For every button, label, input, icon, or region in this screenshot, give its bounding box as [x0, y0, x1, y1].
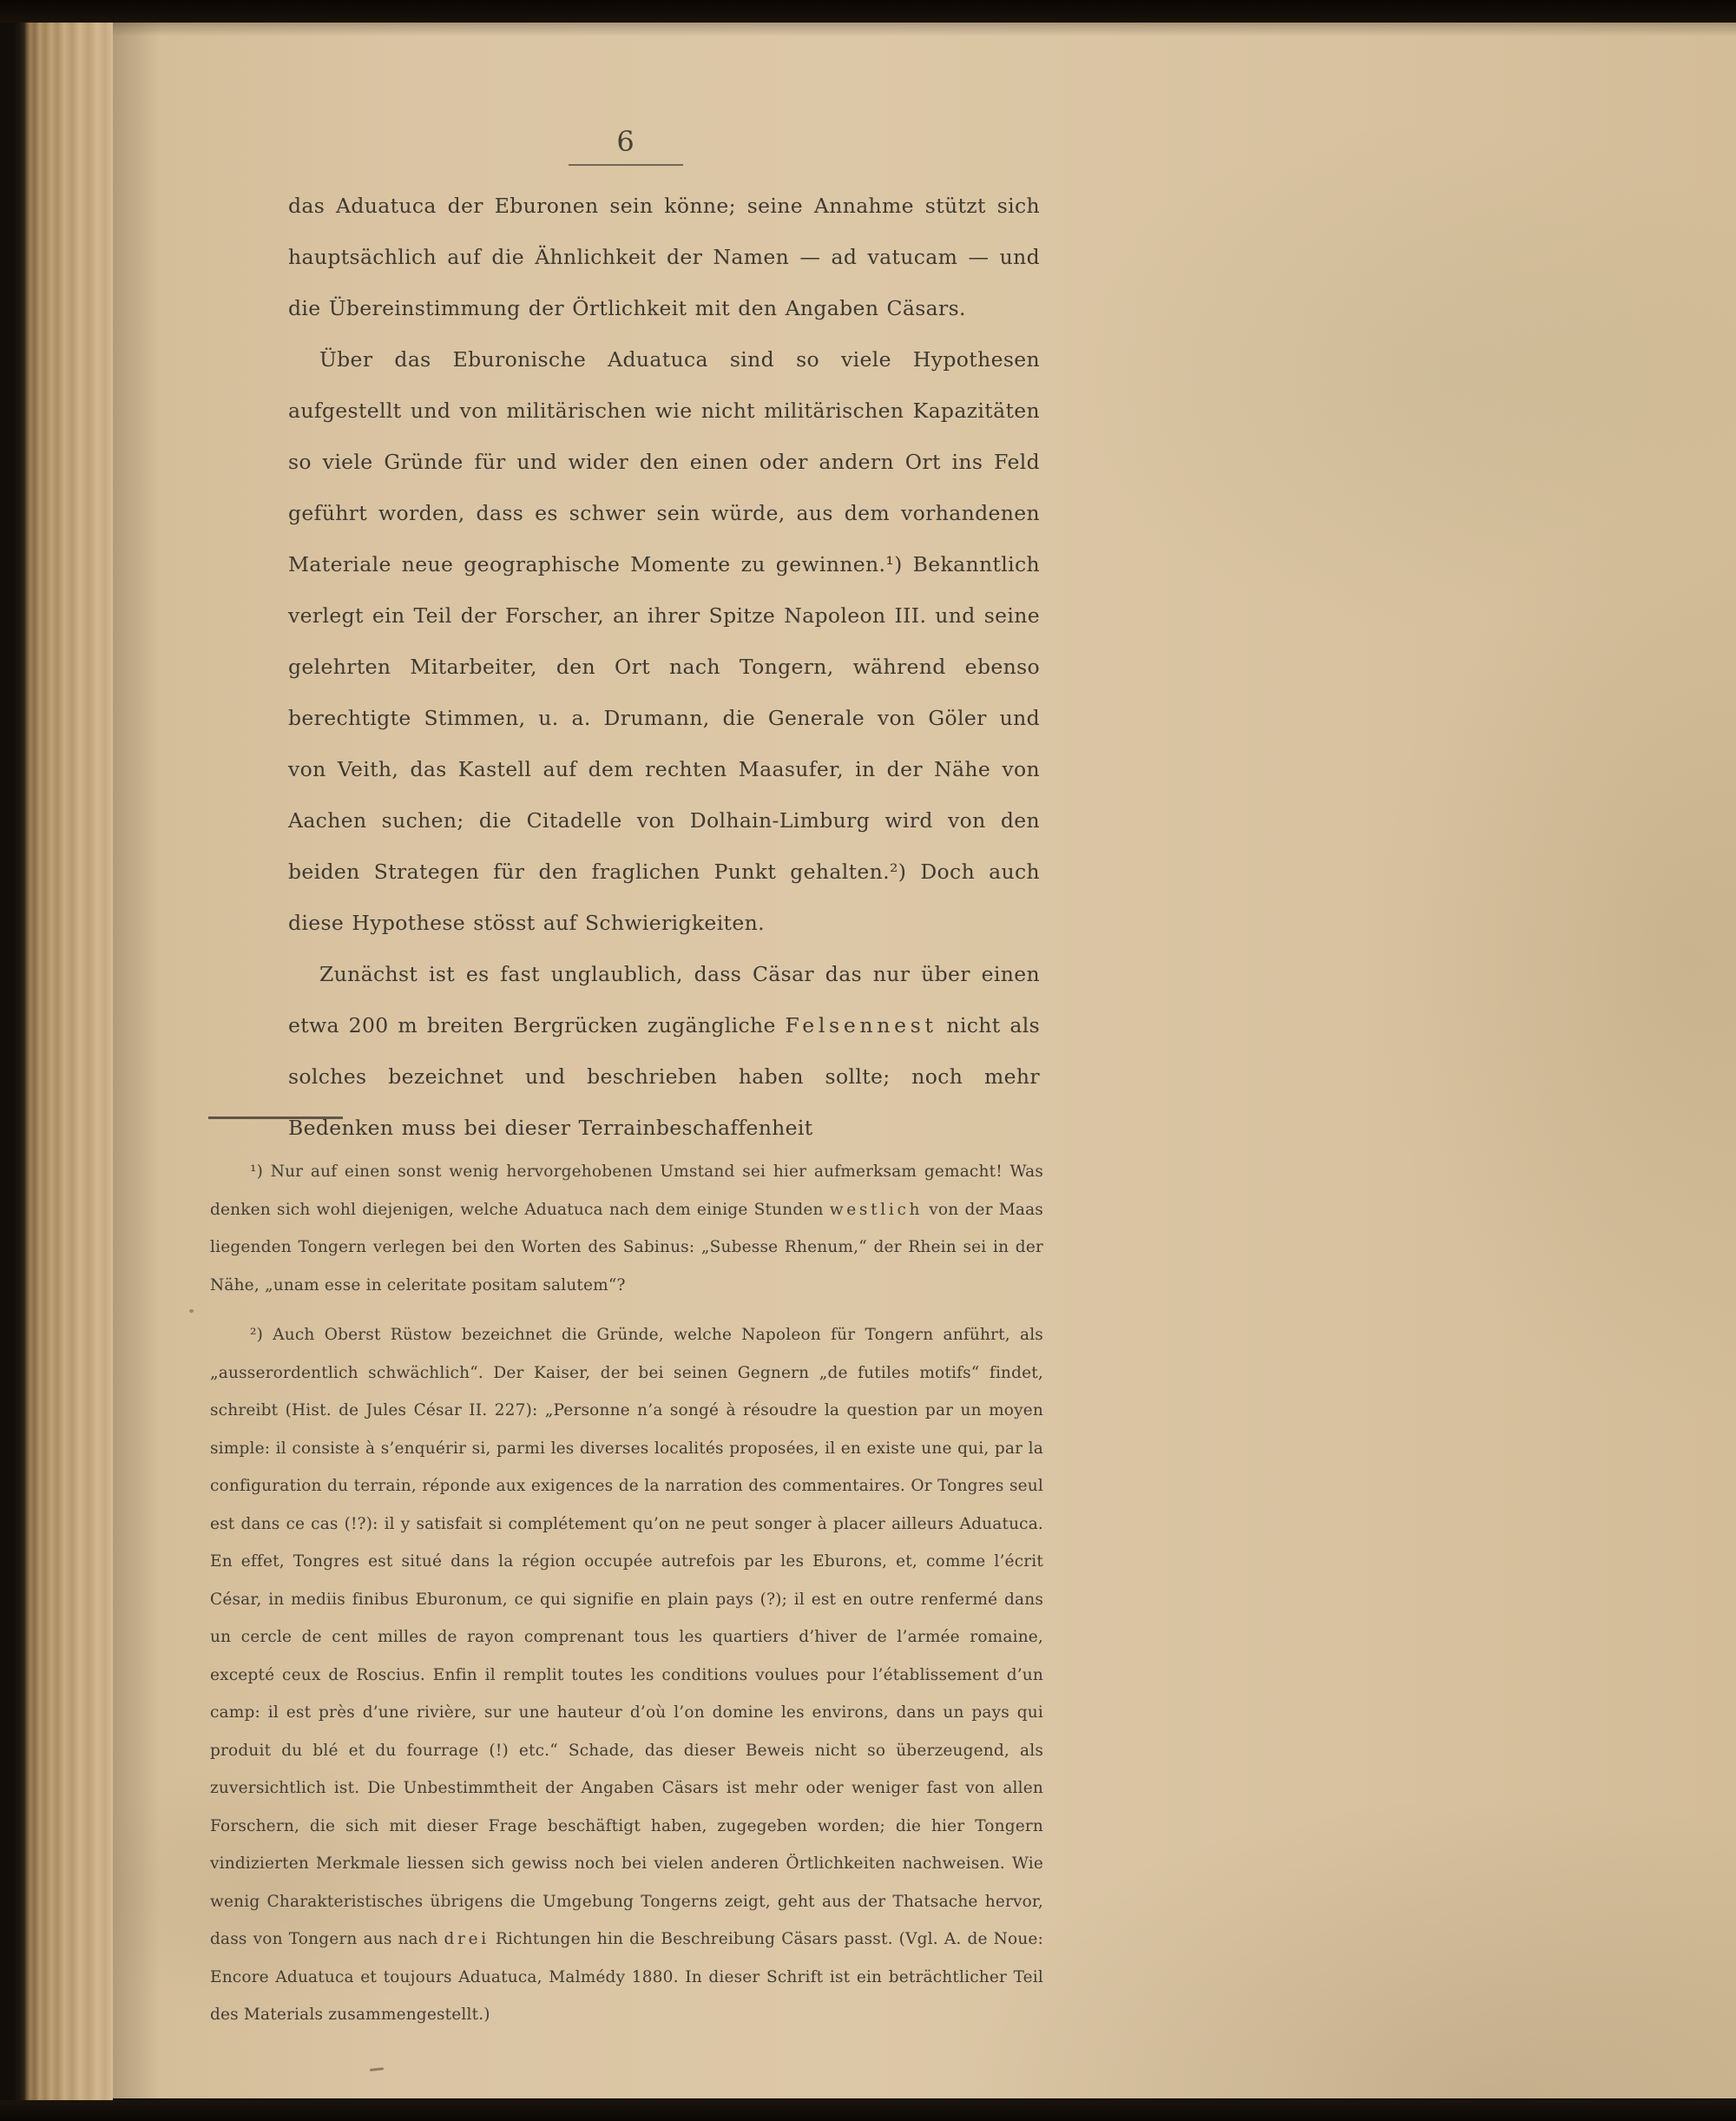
- text-run: nicht als solches bezeichnet und beschrieben haben sollte; noch mehr Bedenken muss bei dieser Terrainbeschaffenheit: [288, 1013, 1040, 1140]
- scan-edge-top: [0, 0, 1736, 23]
- text-run: Zunächst ist es fast unglaublich, dass Cäsar das nur über einen etwa 200 m breiten Bergrücken zugängliche: [288, 962, 1040, 1037]
- text-run: ²) Auch Oberst Rüstow bezeichnet die Gründe, welche Napoleon für Tongern anführt, als „ausserordentlich schwächlich“. Der Kaiser, der bei seinen Gegnern „de futiles motifs“ findet, schreibt (Hist. de Jules César II. 227): „Personne n’a songé à résoudre la question par un moyen simple: il consiste à s’enquérir si, parmi les diverses localités proposées, il en existe une qui, par la configuration du terrain, réponde aux exigences de la narration des commentaires. Or Tongres seul est dans ce cas (!?): il y satisfait si complétement qu’on ne peut songer à placer ailleurs Aduatuca. En effet, Tongres est situé dans la région occupée autrefois par les Eburons, et, comme l’écrit César, in mediis finibus Eburonum, ce qui signifie en plain pays (?); il est en outre renfermé dans un cercle de cent milles de rayon comprenant tous les quartiers d’hiver de l’armée romaine, excepté ceux de Roscius. Enfin il remplit toutes les conditions voulues pour l’établissement d’un camp: il est près d’une rivière, sur une hauteur d’où l’on domine les environs, dans un pays qui produit du blé et du fourrage (!) etc.“ Schade, das dieser Beweis nicht so überzeugend, als zuversichtlich ist. Die Unbestimmtheit der Angaben Cäsars ist mehr oder weniger fast von allen Forschern, die sich mit dieser Frage beschäftigt haben, zugegeben worden; die hier Tongern vindizierten Merkmale liessen sich gewiss noch bei vielen anderen Örtlichkeiten nachweisen. Wie wenig Charakteristisches übrigens die Umgebung Tongerns zeigt, geht aus der Thatsache hervor, dass von Tongern aus nach: [210, 1326, 1043, 1948]
- body-text: [288, 181, 1040, 1154]
- text-run: Richtungen hin die Beschreibung Cäsars passt. (Vgl. A. de Noue: Encore Aduatuca et toujours Aduatuca, Malmédy 1880. In dieser Schrift ist ein beträchtlicher Teil des Materials zusammengestellt.): [210, 1930, 1043, 2024]
- page-number-rule: [569, 164, 683, 166]
- emphasized-spaced-text: drei: [444, 1930, 490, 1948]
- footnotes: [210, 1153, 1043, 2046]
- scan-edge-bottom: [0, 2100, 1736, 2121]
- body-paragraph: [288, 949, 1040, 1154]
- emphasized-spaced-text: Felsennest: [785, 1013, 937, 1037]
- pencil-mark: [370, 2067, 384, 2072]
- emphasized-spaced-text: westlich: [829, 1200, 924, 1219]
- page-number: 6: [616, 125, 635, 158]
- footnote-separator-rule: [208, 1116, 343, 1119]
- body-paragraph: [288, 181, 1040, 334]
- text-run: das Aduatuca der Eburonen sein könne; seine Annahme stützt sich hauptsächlich auf die Ähnlichkeit der Namen — ad vatucam — und die Übereinstimmung der Örtlichkeit mit den Angaben Cäsars.: [288, 194, 1040, 320]
- paper-speck: [189, 1309, 194, 1313]
- page-header: [252, 125, 1000, 166]
- body-paragraph: [288, 334, 1040, 949]
- book-page-edges: [0, 0, 113, 2121]
- text-run: von der Maas liegenden Tongern verlegen bei den Worten des Sabinus: „Subesse Rhenum,“ der Rhein sei in der Nähe, „unam esse in celeritate positam salutem“?: [210, 1200, 1043, 1294]
- text-run: ¹) Nur auf einen sonst wenig hervorgehobenen Umstand sei hier aufmerksam gemacht! Was denken sich wohl diejenigen, welche Aduatuca nach dem einige Stunden: [210, 1163, 1043, 1219]
- page-paper: [113, 23, 1736, 2098]
- text-run: Über das Eburonische Aduatuca sind so viele Hypothesen aufgestellt und von militärischen wie nicht militärischen Kapazitäten so viele Gründe für und wider den einen oder andern Ort ins Feld geführt worden, dass es schwer sein würde, aus dem vorhandenen Materiale neue geographische Momente zu gewinnen.¹) Bekanntlich verlegt ein Teil der Forscher, an ihrer Spitze Napoleon III. und seine gelehrten Mitarbeiter, den Ort nach Tongern, während ebenso berechtigte Stimmen, u. a. Drumann, die Generale von Göler und von Veith, das Kastell auf dem rechten Maasufer, in der Nähe von Aachen suchen; die Citadelle von Dolhain-Limburg wird von den beiden Strategen für den fraglichen Punkt gehalten.²) Doch auch diese Hypothese stösst auf Schwierigkeiten.: [288, 347, 1040, 935]
- footnote-paragraph: [210, 1316, 1043, 2034]
- footnote-paragraph: [210, 1153, 1043, 1304]
